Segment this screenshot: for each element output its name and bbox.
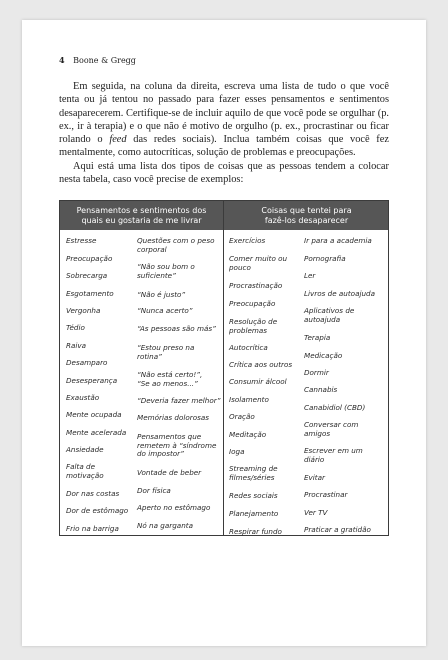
table-cell: Ver TV xyxy=(304,508,328,517)
table-cell: Ler xyxy=(304,271,316,280)
table-cell: Sobrecarga xyxy=(66,271,108,280)
table-cell: Tédio xyxy=(66,323,85,332)
paragraph-examples: Aqui está uma lista dos tipos de coisas que as pessoas tendem a colocar nesta tabela, caso você precise de exemplos: xyxy=(59,160,389,186)
table-cell: Canabidiol (CBD) xyxy=(304,403,366,412)
table-cell: “Não é justo” xyxy=(137,290,186,299)
book-page xyxy=(22,20,426,646)
table-cell: Frio na barriga xyxy=(66,524,119,533)
table-cell: Redes sociais xyxy=(229,491,278,500)
table-cell: Respirar fundo xyxy=(229,527,282,536)
table-cell: Dor física xyxy=(137,486,171,495)
table-cell: Praticar a gratidão xyxy=(304,525,371,534)
table-cell: “Estou preso na rotina” xyxy=(137,343,195,361)
table-cell: Exaustão xyxy=(66,393,100,402)
table-cell: Nó na garganta xyxy=(137,521,193,530)
table-cell: Comer muito ou pouco xyxy=(229,254,288,272)
table-cell: “Nunca acerto” xyxy=(137,306,193,315)
table-cell: Cannabis xyxy=(304,385,338,394)
table-cell: Aperto no estômago xyxy=(137,503,211,512)
table-cell: Questões com o peso corporal xyxy=(137,236,215,254)
table-cell: Ansiedade xyxy=(66,445,104,454)
table-cell: Aplicativos de autoajuda xyxy=(304,306,355,324)
italic-word: feed xyxy=(109,134,127,146)
table-cell: Isolamento xyxy=(229,395,269,404)
table-cell: Resolução de problemas xyxy=(229,317,278,335)
table-cell: Escrever em um diário xyxy=(304,446,363,464)
paragraph-instructions: Em seguida, na coluna da direita, escreva uma lista de tudo o que você tenta ou já tentou no passado para fazer esses pensamentos e sentimentos desaparecerem. Certifique-se de incluir aquilo de que você pode se orgulhar (p. ex., ir à terapia) e o que não é motivo de orgulho (p. ex., procrastinar ou ficar rolando o feed das redes sociais). Inclua também coisas que você fez mentalmente, como autocríticas, solução de problemas e preocupações. xyxy=(59,81,389,159)
table-cell: Procrastinação xyxy=(229,281,283,290)
table-cell: Preocupação xyxy=(66,254,113,263)
table-cell: Medicação xyxy=(304,351,343,360)
page-number: 4 xyxy=(59,55,65,65)
table-cell: Autocrítica xyxy=(229,343,268,352)
table-cell: “Não sou bom o suficiente” xyxy=(137,262,195,280)
column-divider xyxy=(223,201,224,535)
table-cell: Streaming de filmes/séries xyxy=(229,464,278,482)
header-right: Coisas que tentei para fazê-los desaparecer xyxy=(261,206,352,225)
table-cell: Falta de motivação xyxy=(66,462,104,480)
table-cell: Memórias dolorosas xyxy=(137,413,210,422)
table-cell: Exercícios xyxy=(229,236,266,245)
table-cell: Raiva xyxy=(66,341,87,350)
table-cell: Vergonha xyxy=(66,306,101,315)
table-cell: Planejamento xyxy=(229,509,279,518)
table-cell: Meditação xyxy=(229,430,267,439)
table-cell: Procrastinar xyxy=(304,490,348,499)
table-cell: Terapia xyxy=(304,333,331,342)
table-cell: Vontade de beber xyxy=(137,468,202,477)
table-cell: Mente acelerada xyxy=(66,428,127,437)
table-cell: “As pessoas são más” xyxy=(137,324,216,333)
table-cell: Pornografia xyxy=(304,254,346,263)
table-cell: Dor de estômago xyxy=(66,506,129,515)
header-left: Pensamentos e sentimentos dos quais eu gostaria de me livrar xyxy=(76,206,207,225)
table-cell: Pensamentos que remetem à “síndrome do impostor” xyxy=(137,432,217,459)
page-header xyxy=(59,55,136,65)
table-cell: Desesperança xyxy=(66,376,118,385)
table-cell: Dormir xyxy=(304,368,329,377)
table-cell: Preocupação xyxy=(229,299,276,308)
table-cell: Consumir álcool xyxy=(229,377,287,386)
table-cell: Dor nas costas xyxy=(66,489,120,498)
table-cell: Evitar xyxy=(304,473,325,482)
table-cell: Conversar com amigos xyxy=(304,420,359,438)
table-cell: Ioga xyxy=(229,447,245,456)
table-cell: Livros de autoajuda xyxy=(304,289,376,298)
examples-table xyxy=(59,200,389,536)
table-cell: Crítica aos outros xyxy=(229,360,293,369)
running-title: Boone & Gregg xyxy=(73,56,136,65)
table-cell: Estresse xyxy=(66,236,97,245)
table-cell: Mente ocupada xyxy=(66,410,122,419)
table-cell: “Deveria fazer melhor” xyxy=(137,396,221,405)
table-cell: Esgotamento xyxy=(66,289,114,298)
body-text xyxy=(59,80,389,186)
table-cell: Desamparo xyxy=(66,358,108,367)
table-cell: Ir para a academia xyxy=(304,236,372,245)
table-cell: Oração xyxy=(229,412,255,421)
table-cell: “Não está certo!”, “Se ao menos...” xyxy=(137,370,203,388)
